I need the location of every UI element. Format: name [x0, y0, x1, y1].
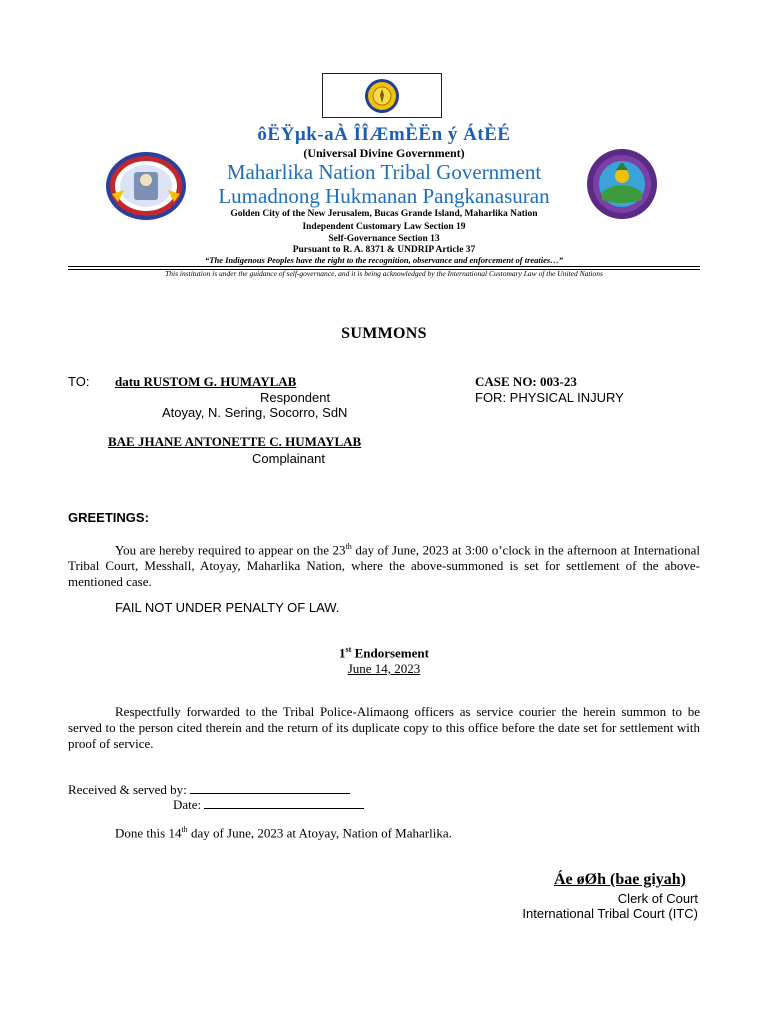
case-type: FOR: PHYSICAL INJURY [475, 390, 624, 405]
header-script-title: ôËŸµk-aÀ ÎÎÆmÈËn ý ÁtÈÉ [257, 124, 511, 145]
header-quote: “The Indigenous Peoples have the right to the recognition, observance and enforcement of treaties…” [205, 255, 563, 265]
penalty-notice: FAIL NOT UNDER PENALTY OF LAW. [115, 600, 340, 615]
received-label: Received & served by: [68, 782, 187, 797]
done-sup: th [181, 825, 188, 834]
paragraph-appearance-text-b: day of June, 2023 at 3:00 o’clock in the afternoon at International Tribal Court, Messhall, Atoyay, Maharlika Nation, where the above-summoned is set for settlement of the above- mentioned case. [68, 542, 700, 590]
header-law-2: Self-Governance Section 13 [328, 234, 440, 244]
greetings-label: GREETINGS: [68, 510, 149, 525]
endorsement-label: Endorsement [351, 645, 429, 661]
court-name: Lumadnong Hukmanan Pangkanasuran [218, 184, 550, 208]
endorsement-date: June 14, 2023 [347, 661, 421, 676]
signatory-role: Clerk of Court [617, 891, 698, 906]
paragraph-appearance-sup: th [345, 542, 352, 551]
paragraph-appearance-text-a: You are hereby required to appear on the 23 [115, 542, 346, 558]
respondent-address: Atoyay, N. Sering, Socorro, SdN [162, 405, 348, 420]
header-law-3: Pursuant to R. A. 8371 & UNDRIP Article 37 [292, 245, 476, 255]
signatory-name: Áe øØh (bae giyah) [554, 871, 686, 888]
signatory-office: International Tribal Court (ITC) [522, 906, 698, 921]
done-statement [115, 825, 452, 841]
complainant-name: BAE JHANE ANTONETTE C. HUMAYLAB [108, 434, 362, 449]
date-row [173, 796, 364, 813]
respondent-role: Respondent [260, 390, 331, 405]
header-divider [68, 266, 700, 267]
endorsement-number: 1 [339, 645, 346, 661]
complainant-role: Complainant [252, 451, 325, 466]
header-notice: This institution is under the guidance of self-governance, and it is being acknowledged by the International Customary Law of the United Nations [165, 269, 603, 278]
document-title: SUMMONS [341, 325, 427, 342]
sun-emblem-icon [358, 76, 406, 116]
done-text-b: day of June, 2023 at Atoyay, Nation of Maharlika. [187, 825, 452, 841]
government-name: Maharlika Nation Tribal Government [226, 160, 542, 184]
date-signature-line[interactable] [204, 796, 364, 809]
header-address: Golden City of the New Jerusalem, Bucas Grande Island, Maharlika Nation [230, 209, 538, 219]
respondent-name: datu RUSTOM G. HUMAYLAB [115, 374, 297, 389]
done-text-a: Done this 14 [115, 825, 182, 841]
received-signature-line[interactable] [190, 781, 350, 794]
nation-flag [322, 73, 442, 118]
header-law-1: Independent Customary Law Section 19 [302, 222, 466, 232]
paragraph-appearance [68, 539, 700, 590]
paragraph-endorsement: Respectfully forwarded to the Tribal Police-Alimaong officers as service courier the herein summon to be served to the person cited therein and the return of its duplicate copy to this office before the date set for settlement with proof of service. [68, 704, 700, 751]
to-label: TO: [68, 374, 90, 389]
date-label: Date: [173, 797, 202, 812]
endorsement-sup: st [345, 645, 352, 654]
case-number: CASE NO: 003-23 [475, 374, 577, 389]
endorsement-title [0, 645, 768, 661]
header-subtitle: (Universal Divine Government) [303, 146, 465, 160]
